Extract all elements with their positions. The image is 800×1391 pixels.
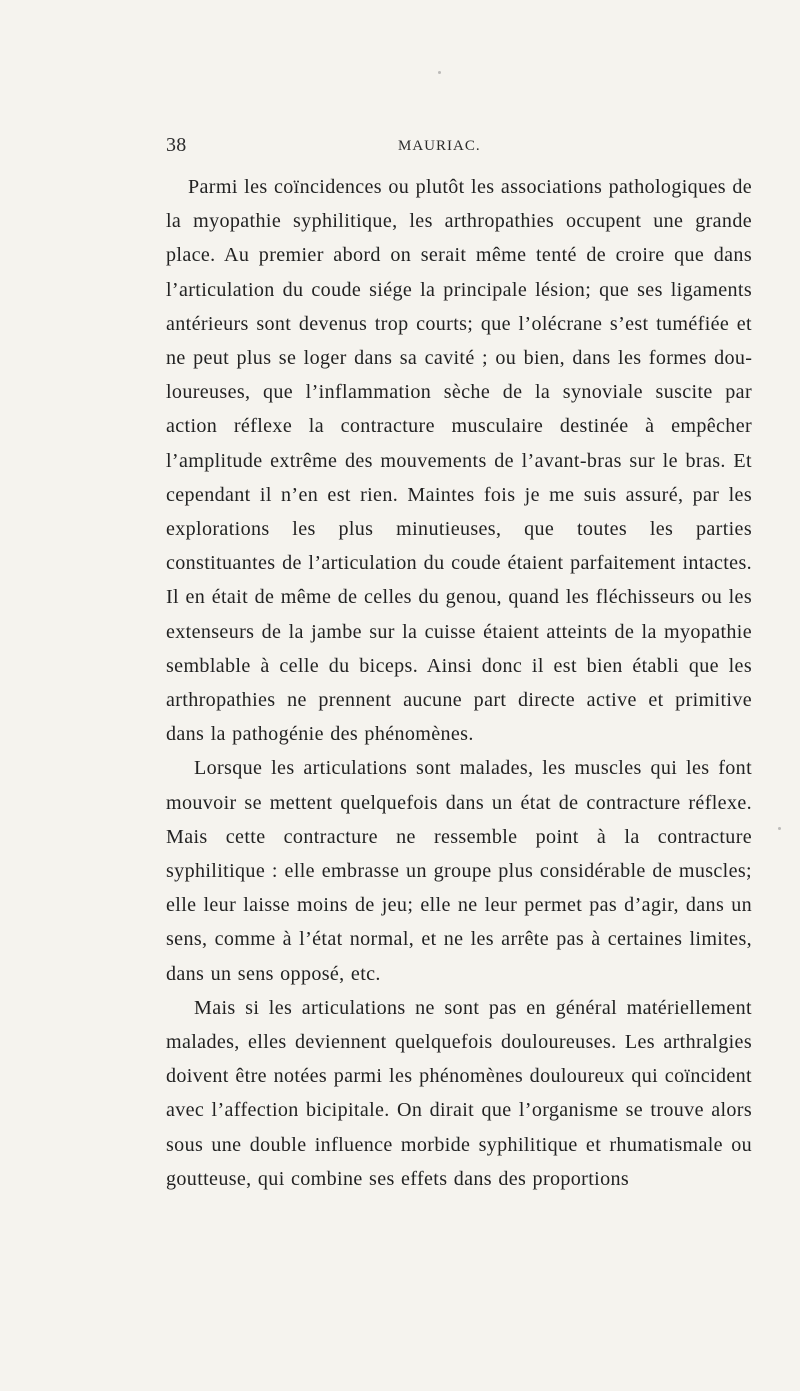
- running-head: MAURIAC.: [398, 138, 481, 154]
- page-header: [166, 133, 752, 157]
- page-number: 38: [166, 134, 187, 156]
- paragraph-3: Mais si les articulations ne sont pas en général matériellement malades, elles deviennent quelquefois douloureuses. Les arthralgies doivent être notées parmi les phénomènes douloureux qui coïncident avec l’affection bicipitale. On dirait que l’organisme se trouve alors sous une double influence morbide syphilitique et rhumatismale ou goutteuse, qui combine ses effets dans des proportions: [166, 996, 752, 1190]
- page-speck: [438, 71, 441, 74]
- paragraph-1: Parmi les coïncidences ou plutôt les associations pathologiques de la myopathie syphilitique, les arthropathies occupent une grande place. Au premier abord on serait même tenté de croire que dans l’articulation du coude siége la principale lésion; que ses ligaments antérieurs sont devenus trop courts; que l’olécrane s’est tuméfiée et ne peut plus se loger dans sa cavité ; ou bien, dans les formes douloureuses, que l’inflammation sèche de la synoviale suscite par action réflexe la contracture musculaire destinée à empêcher l’amplitude extrême des mouvements de l’avant-bras sur le bras. Et cependant il n’en est rien. Maintes fois je me suis assuré, par les explorations les plus minutieuses, que toutes les parties constituantes de l’articulation du coude étaient parfaitement intactes. Il en était de même de celles du genou, quand les fléchisseurs ou les extenseurs de la jambe sur la cuisse étaient atteints de la myopathie semblable à celle du biceps. Ainsi donc il est bien établi que les arthropathies ne prennent aucune part directe active et primitive dans la pathogénie des phénomènes.: [166, 176, 752, 746]
- body-text: [166, 170, 752, 1196]
- page-speck: [778, 827, 781, 830]
- paragraph-2: Lorsque les articulations sont malades, les muscles qui les font mouvoir se mettent quelquefois dans un état de contracture réflexe. Mais cette contracture ne ressemble point à la contracture syphilitique : elle embrasse un groupe plus considérable de muscles; elle leur laisse moins de jeu; elle ne leur permet pas d’agir, dans un sens, comme à l’état normal, et ne les arrête pas à certaines limites, dans un sens opposé, etc.: [166, 757, 752, 985]
